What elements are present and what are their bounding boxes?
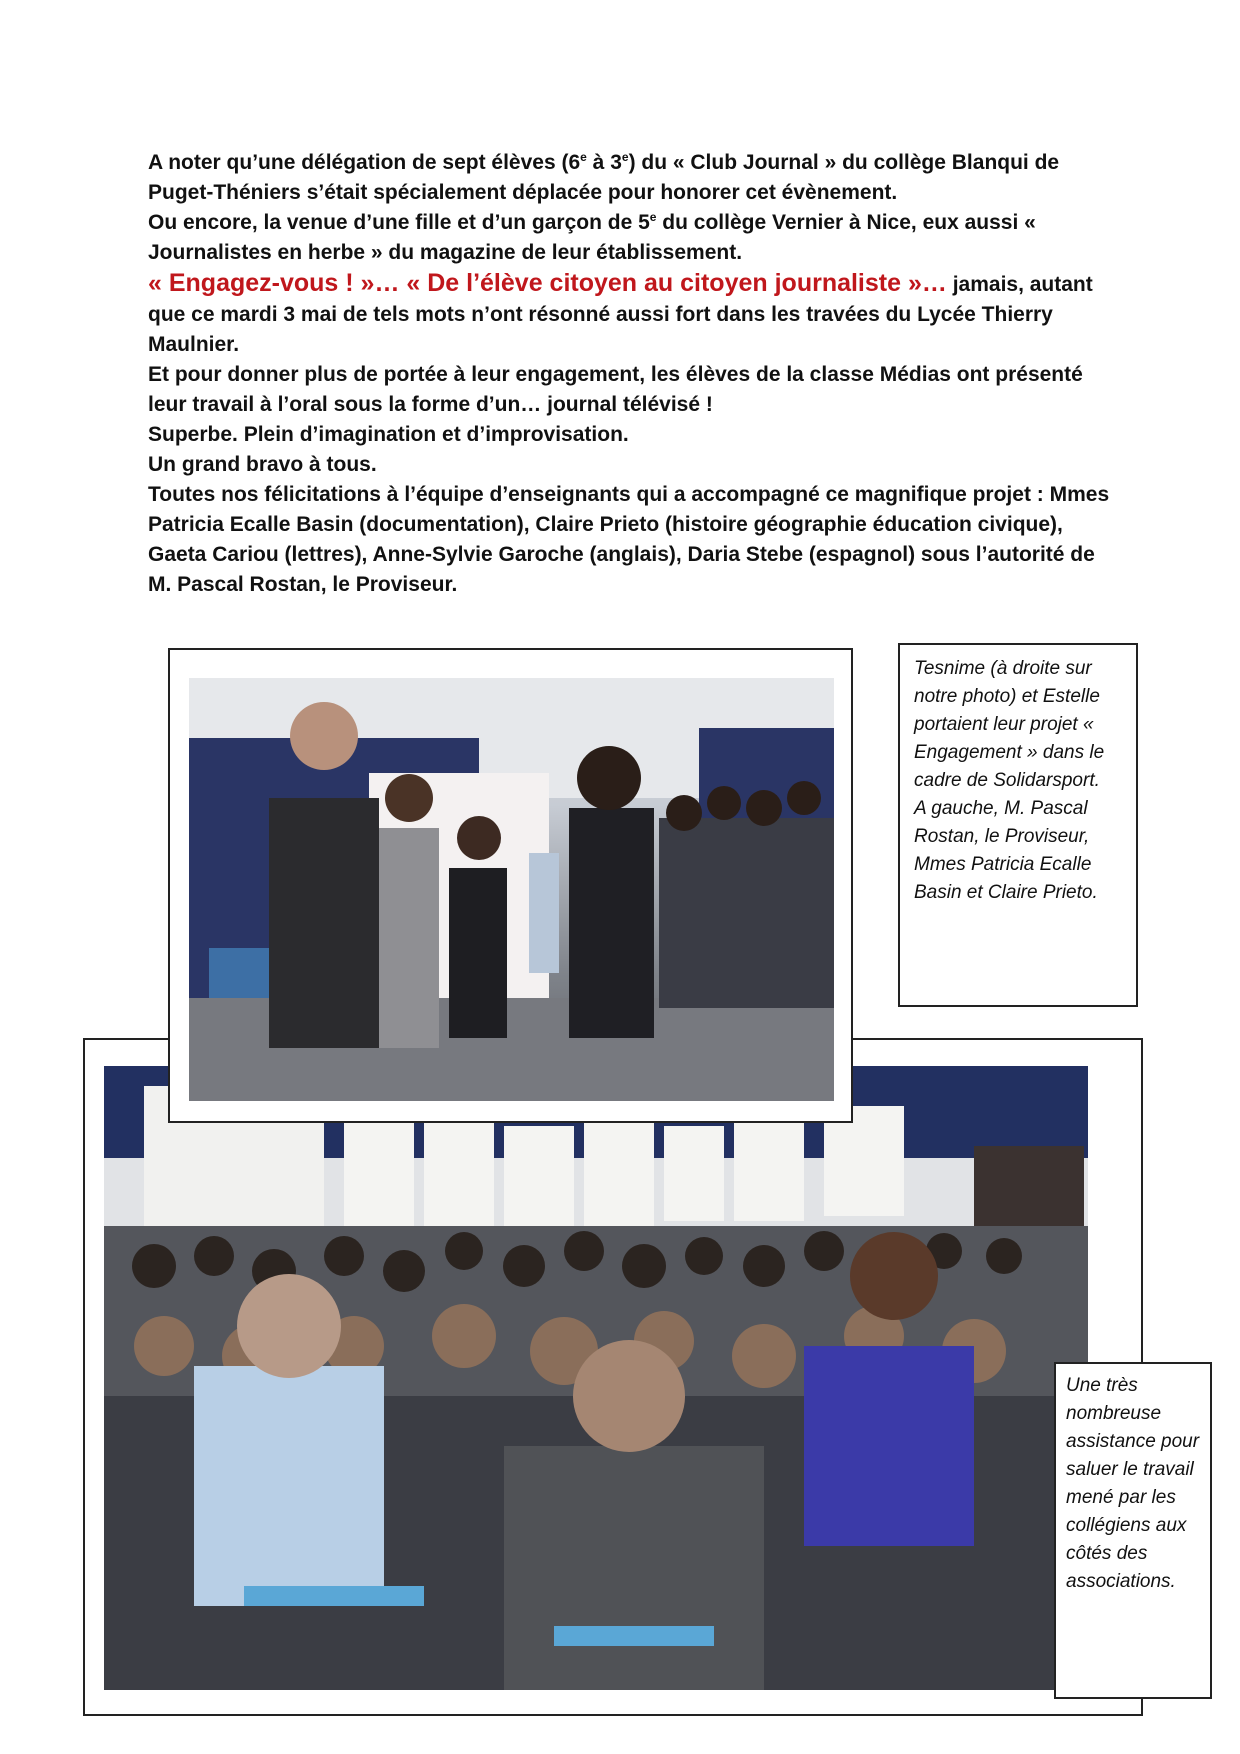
text-span: jamais, autant que ce mardi 3 mai de tels mots n’ont résonné aussi fort dans les travées du Lycée Thierry Maulnier. [148,273,1093,356]
article-paragraph-felicitations: Toutes nos félicitations à l’équipe d’enseignants qui a accompagné ce magnifique projet : Mmes Patricia Ecalle Basin (documentation), Claire Prieto (histoire géographie éducation civique), Gaeta Cariou (lettres), Anne-Sylvie Garoche (anglais), Daria Stebe (espagnol) sous l’autorité de M. Pascal Rostan, le Proviseur. [148,483,1110,596]
superscript: e [621,150,629,164]
bottom-photo-caption [1054,1362,1212,1699]
audience-photo [104,1066,1088,1690]
superscript: e [580,150,587,164]
text-span: A noter qu’une délégation de sept élèves (6 [148,151,581,174]
stage-photo [189,678,834,1101]
bottom-photo-caption-text: Une très nombreuse assistance pour saluer le travail mené par les collégiens aux côtés des associations. [1066,1375,1200,1592]
text-span: à 3 [586,151,622,174]
article-paragraph-vernier [148,208,1118,268]
top-photo-caption [898,643,1138,1007]
stage-photo-illustration [189,678,834,1101]
audience-photo-illustration [104,1066,1088,1690]
article-paragraph-superbe: Superbe. Plein d’imagination et d’improvisation. [148,423,629,446]
article-paragraph-engagez-vous [148,268,1118,360]
highlight-quote: « Engagez-vous ! »… « De l’élève citoyen au citoyen journaliste »… [148,269,947,297]
article-paragraph-bravo: Un grand bravo à tous. [148,453,377,476]
article-paragraph-journal-televise: Et pour donner plus de portée à leur engagement, les élèves de la classe Médias ont présenté leur travail à l’oral sous la forme d’un… journal télévisé ! [148,363,1083,416]
text-span: du collège Vernier à Nice, eux aussi « Journalistes en herbe » du magazine de leur établissement. [148,211,1036,264]
text-span: Ou encore, la venue d’une fille et d’un garçon de 5 [148,211,650,234]
text-span: ) du « Club Journal » du collège Blanqui de Puget-Théniers s’était spécialement déplacée pour honorer cet évènement. [148,151,1060,204]
article-paragraph-delegation [148,148,1118,208]
superscript: e [649,210,657,224]
top-photo-caption-text: Tesnime (à droite sur notre photo) et Estelle portaient leur projet « Engagement » dans le cadre de Solidarsport. A gauche, M. Pascal Rostan, le Proviseur, Mmes Patricia Ecalle Basin et Claire Prieto. [914,658,1105,903]
article-body [148,148,1118,600]
